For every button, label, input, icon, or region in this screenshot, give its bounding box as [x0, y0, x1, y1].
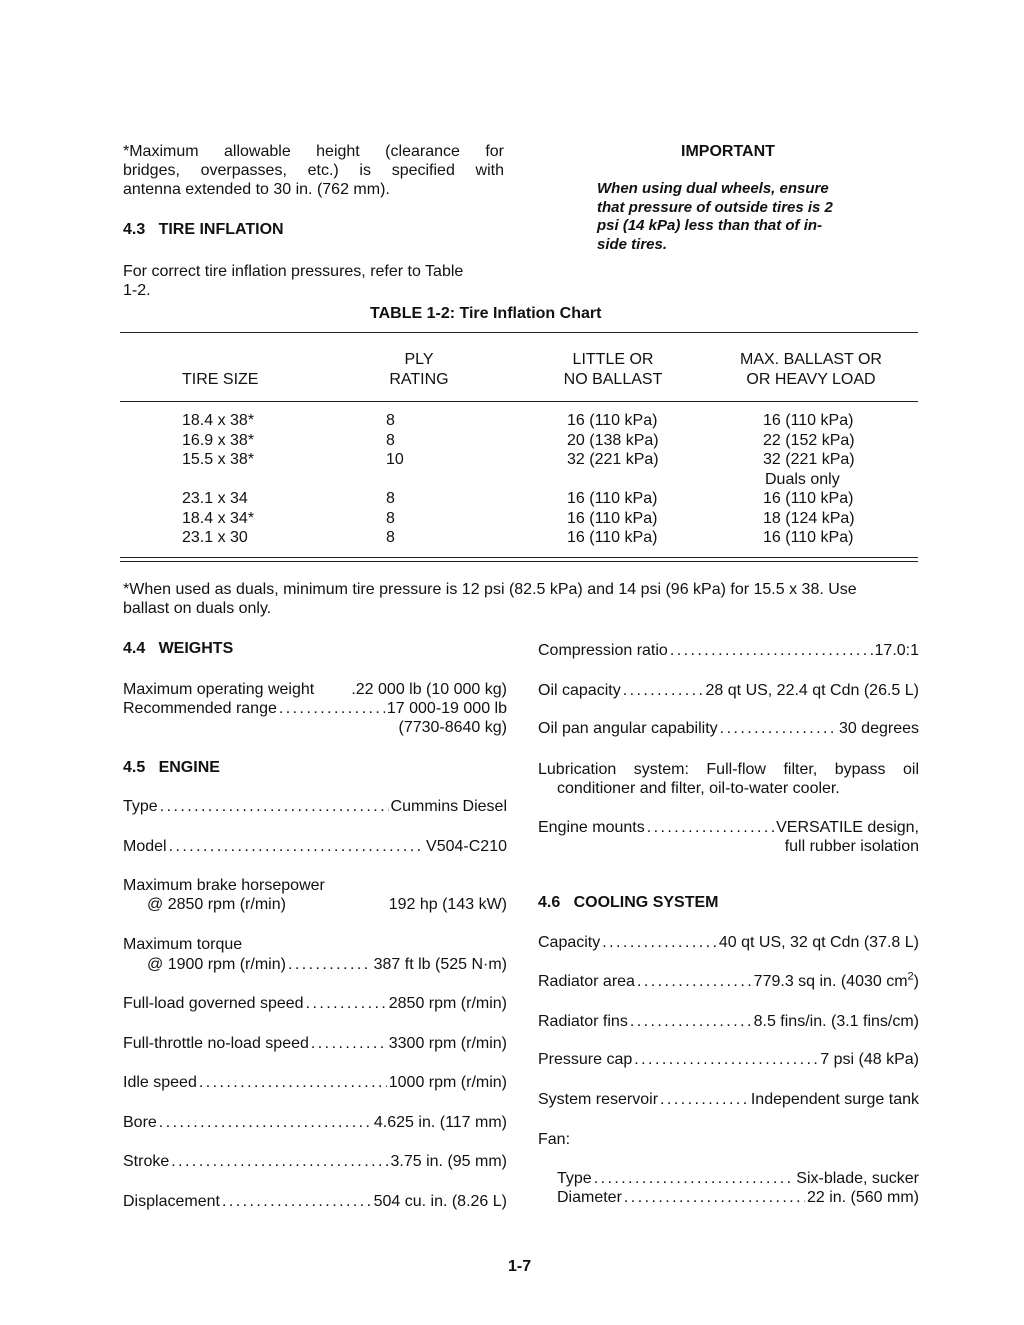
spec-lubrication-system: Lubrication system: Full-flow filter, bypass oil [538, 761, 919, 778]
important-heading: IMPORTANT [681, 143, 775, 160]
table-cell: 18.4 x 38* [182, 412, 255, 429]
table-cell: 16 (110 kPa) [763, 529, 854, 546]
table-cell [386, 470, 404, 490]
spec-torque: @ 1900 rpm (r/min) . . . 387 ft lb (525 N·m) [147, 955, 507, 974]
section-title-engine: 4.5 ENGINE [123, 759, 220, 776]
table-cell: 22 (152 kPa) [763, 431, 855, 449]
col-tire-size [182, 411, 254, 548]
table-cell: 8 [386, 431, 395, 449]
spec-engine-mounts-cont: full rubber isolation [784, 838, 919, 855]
spec-no-load-speed: Full-throttle no-load speed . . . 3300 rpm (r/min) [123, 1034, 507, 1053]
table-cell: 16 (110 kPa) [763, 490, 854, 507]
table-cell: 16 (110 kPa) [567, 529, 658, 546]
table-cell: 32 (221 kPa) [567, 451, 659, 468]
table-cell: Duals only [765, 470, 840, 488]
section-title-tire-inflation: 4.3 TIRE INFLATION [123, 221, 284, 238]
table-cell: 16 (110 kPa) [763, 412, 854, 429]
table-cell [567, 470, 659, 490]
spec-full-load-speed: Full-load governed speed . . . 2850 rpm (r/min) [123, 994, 507, 1013]
spec-torque-label: Maximum torque [123, 936, 243, 953]
header-little-ballast: LITTLE OR NO BALLAST [563, 351, 663, 388]
table-top-rule [120, 332, 918, 333]
spec-engine-type: Type . . . Cummins Diesel [123, 797, 507, 816]
important-note: When using dual wheels, ensure that pressure of outside tires is 2 psi (14 kPa) less than that of in- side tires. [597, 180, 833, 253]
spec-engine-model: Model . . . V504-C210 [123, 837, 507, 856]
table-cell: 23.1 x 34 [182, 490, 248, 507]
table-cell: 8 [386, 529, 395, 546]
table-cell: 10 [386, 451, 404, 468]
spec-compression-ratio: Compression ratio . . . 17.0:1 [538, 641, 919, 660]
spec-fan-type: Type . . . Six-blade, sucker [557, 1169, 919, 1188]
section-title-weights: 4.4 WEIGHTS [123, 640, 234, 657]
page-number: 1-7 [508, 1258, 532, 1275]
header-ply-rating: PLY RATING [389, 351, 449, 388]
table-note: *When used as duals, minimum tire pressure is 12 psi (82.5 kPa) and 14 psi (96 kPa) for 15.5 x 38. Use ballast on duals only. [123, 581, 857, 617]
spec-brake-horsepower: @ 2850 rpm (r/min) 192 hp (143 kW) [147, 896, 507, 913]
spec-radiator-area: Radiator area . . . 779.3 sq in. (4030 $cm^2$) [538, 972, 919, 991]
section-title-cooling: 4.6 COOLING SYSTEM [538, 894, 719, 911]
spec-displacement: Displacement . . . 504 cu. in. (8.26 L) [123, 1192, 507, 1211]
table-bottom-rule [120, 557, 918, 558]
table-cell: 8 [386, 509, 395, 527]
spec-oil-pan-angle: Oil pan angular capability . . . 30 degrees [538, 719, 919, 738]
table-cell: 16.9 x 38* [182, 431, 255, 449]
table-bottom-rule-2 [120, 561, 918, 562]
table-cell: 16 (110 kPa) [567, 490, 658, 507]
spec-engine-mounts: Engine mounts . . . VERSATILE design, [538, 818, 919, 837]
col-ply-rating [386, 411, 404, 548]
spec-idle-speed: Idle speed . . . 1000 rpm (r/min) [123, 1073, 507, 1092]
height-footnote: *Maximum allowable height (clearance for bridges, overpasses, etc.) is specified with antenna extended to 30 in. (762 mm). [123, 143, 504, 198]
col-little-ballast [567, 411, 659, 548]
table-cell: 32 (221 kPa) [763, 451, 855, 468]
table-cell: 18 (124 kPa) [763, 509, 855, 527]
spec-fan-label: Fan: [538, 1131, 571, 1148]
header-max-ballast: MAX. BALLAST OR OR HEAVY LOAD [740, 351, 882, 388]
spec-max-operating-weight: Maximum operating weight .22 000 lb (10 000 kg) [123, 681, 507, 698]
spec-recommended-range: Recommended range . . . 17 000-19 000 lb [123, 699, 507, 718]
spec-bore: Bore . . . 4.625 in. (117 mm) [123, 1113, 507, 1132]
table-cell: 15.5 x 38* [182, 451, 255, 468]
spec-lubrication-system-cont: conditioner and filter, oil-to-water cooler. [557, 780, 840, 797]
col-max-ballast [763, 411, 855, 548]
table-cell: 16 (110 kPa) [567, 412, 658, 429]
table-cell [182, 470, 254, 490]
spec-brake-horsepower-label: Maximum brake horsepower [123, 877, 325, 894]
spec-oil-capacity: Oil capacity . . . 28 qt US, 22.4 qt Cdn (26.5 L) [538, 681, 919, 700]
table-cell: 20 (138 kPa) [567, 431, 659, 449]
spec-radiator-fins: Radiator fins . . . 8.5 fins/in. (3.1 fins/cm) [538, 1012, 919, 1031]
table-header-rule [120, 401, 918, 402]
table-cell: 8 [386, 412, 395, 429]
spec-fan-diameter: Diameter . . . 22 in. (560 mm) [557, 1188, 919, 1207]
spec-stroke: Stroke . . . 3.75 in. (95 mm) [123, 1152, 507, 1171]
table-cell: 16 (110 kPa) [567, 509, 658, 527]
spec-coolant-capacity: Capacity . . . 40 qt US, 32 qt Cdn (37.8 L) [538, 933, 919, 952]
spec-pressure-cap: Pressure cap . . . 7 psi (48 kPa) [538, 1050, 919, 1069]
table-cell: 23.1 x 30 [182, 529, 248, 546]
table-cell: 18.4 x 34* [182, 509, 255, 527]
table-cell: 8 [386, 490, 395, 507]
table-title: TABLE 1-2: Tire Inflation Chart [370, 305, 602, 322]
spec-system-reservoir: System reservoir . . . Independent surge tank [538, 1090, 919, 1109]
header-tire-size: TIRE SIZE [182, 370, 259, 388]
spec-recommended-range-metric: (7730-8640 kg) [398, 719, 507, 736]
tire-refer-text: For correct tire inflation pressures, refer to Table 1-2. [123, 263, 464, 299]
